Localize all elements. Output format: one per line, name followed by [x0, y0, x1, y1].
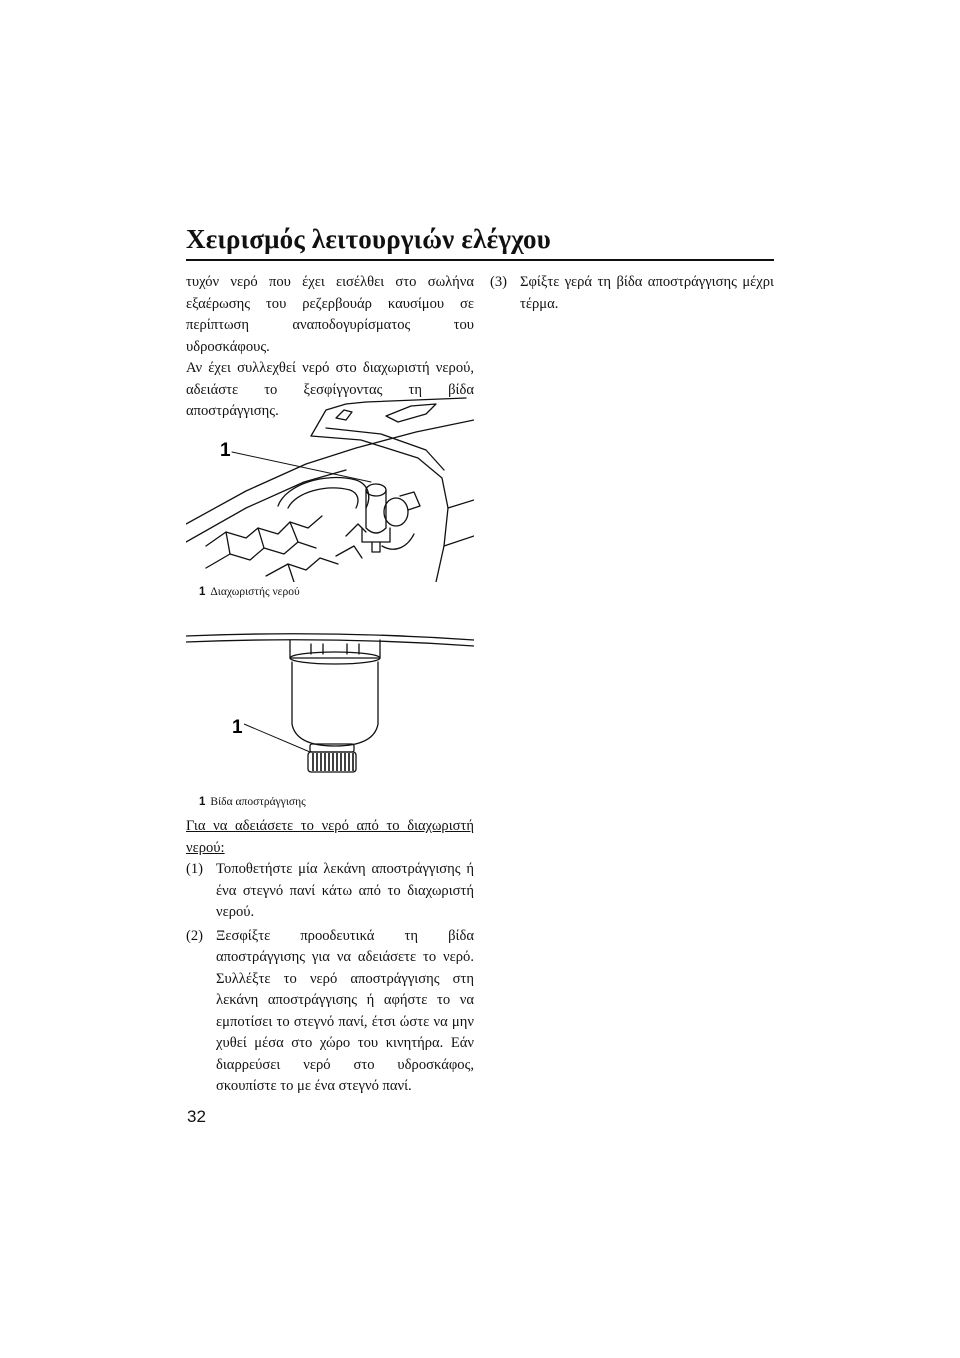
page-title: Χειρισμός λειτουργιών ελέγχου — [186, 224, 551, 254]
page-number: 32 — [187, 1107, 206, 1126]
drain-screw-illustration — [186, 628, 474, 780]
list-item — [186, 926, 474, 1098]
step-text: Τοποθετήστε μία λεκάνη αποστράγγισης ή ένα στεγνό πανί κάτω από το διαχωριστή νερού. — [216, 861, 474, 920]
figure2-caption — [199, 795, 306, 809]
intro-paragraph-1: τυχόν νερό που έχει εισέλθει στο σωλήνα εξαέρωσης του ρεζερβουάρ καυσίμου σε περίπτωση αναποδογυρίσματος του υδροσκάφους. — [186, 274, 474, 355]
caption-number: 1 — [199, 796, 206, 808]
water-separator-figure — [186, 396, 474, 582]
intro-paragraph-2: Αν έχει συλλεχθεί νερό στο διαχωριστή νερού, αδειάστε το ξεσφίγγοντας τη βίδα αποστράγγισης. — [186, 360, 474, 419]
figure1-caption — [199, 585, 300, 599]
step-number: (2) — [186, 927, 204, 944]
step-text: Σφίξτε γερά τη βίδα αποστράγγισης μέχρι τέρμα. — [520, 274, 774, 312]
list-item — [490, 272, 774, 315]
caption-text: Βίδα αποστράγγισης — [210, 796, 306, 808]
step-number: (3) — [490, 274, 508, 290]
callout-label: 1 — [220, 440, 231, 461]
procedure-steps — [186, 859, 474, 1100]
step-text: Ξεσφίξτε προοδευτικά τη βίδα αποστράγγισης για να αδειάσετε το νερό. Συλλέξτε το νερό αποστράγγισης στη λεκάνη αποστράγγισης ή αφήστε το να εμποτίσει το στεγνό πανί, έτσι ώστε να μην χυθεί μέσα στο χώρο του κινητήρα. Εάν διαρρεύσει νερό στο υδροσκάφος, σκουπίστε το με ένα στεγνό πανί. — [216, 927, 474, 1094]
step-number: (1) — [186, 861, 204, 877]
right-column — [490, 272, 774, 317]
callout-label: 1 — [232, 717, 243, 738]
caption-number: 1 — [199, 586, 206, 598]
list-item — [186, 859, 474, 924]
engine-compartment-illustration — [186, 396, 474, 582]
drain-screw-figure — [186, 628, 474, 780]
caption-text: Διαχωριστής νερού — [210, 586, 300, 598]
title-divider — [186, 259, 774, 261]
procedure-heading: Για να αδειάσετε το νερό από το διαχωριστή νερού: — [186, 818, 474, 856]
